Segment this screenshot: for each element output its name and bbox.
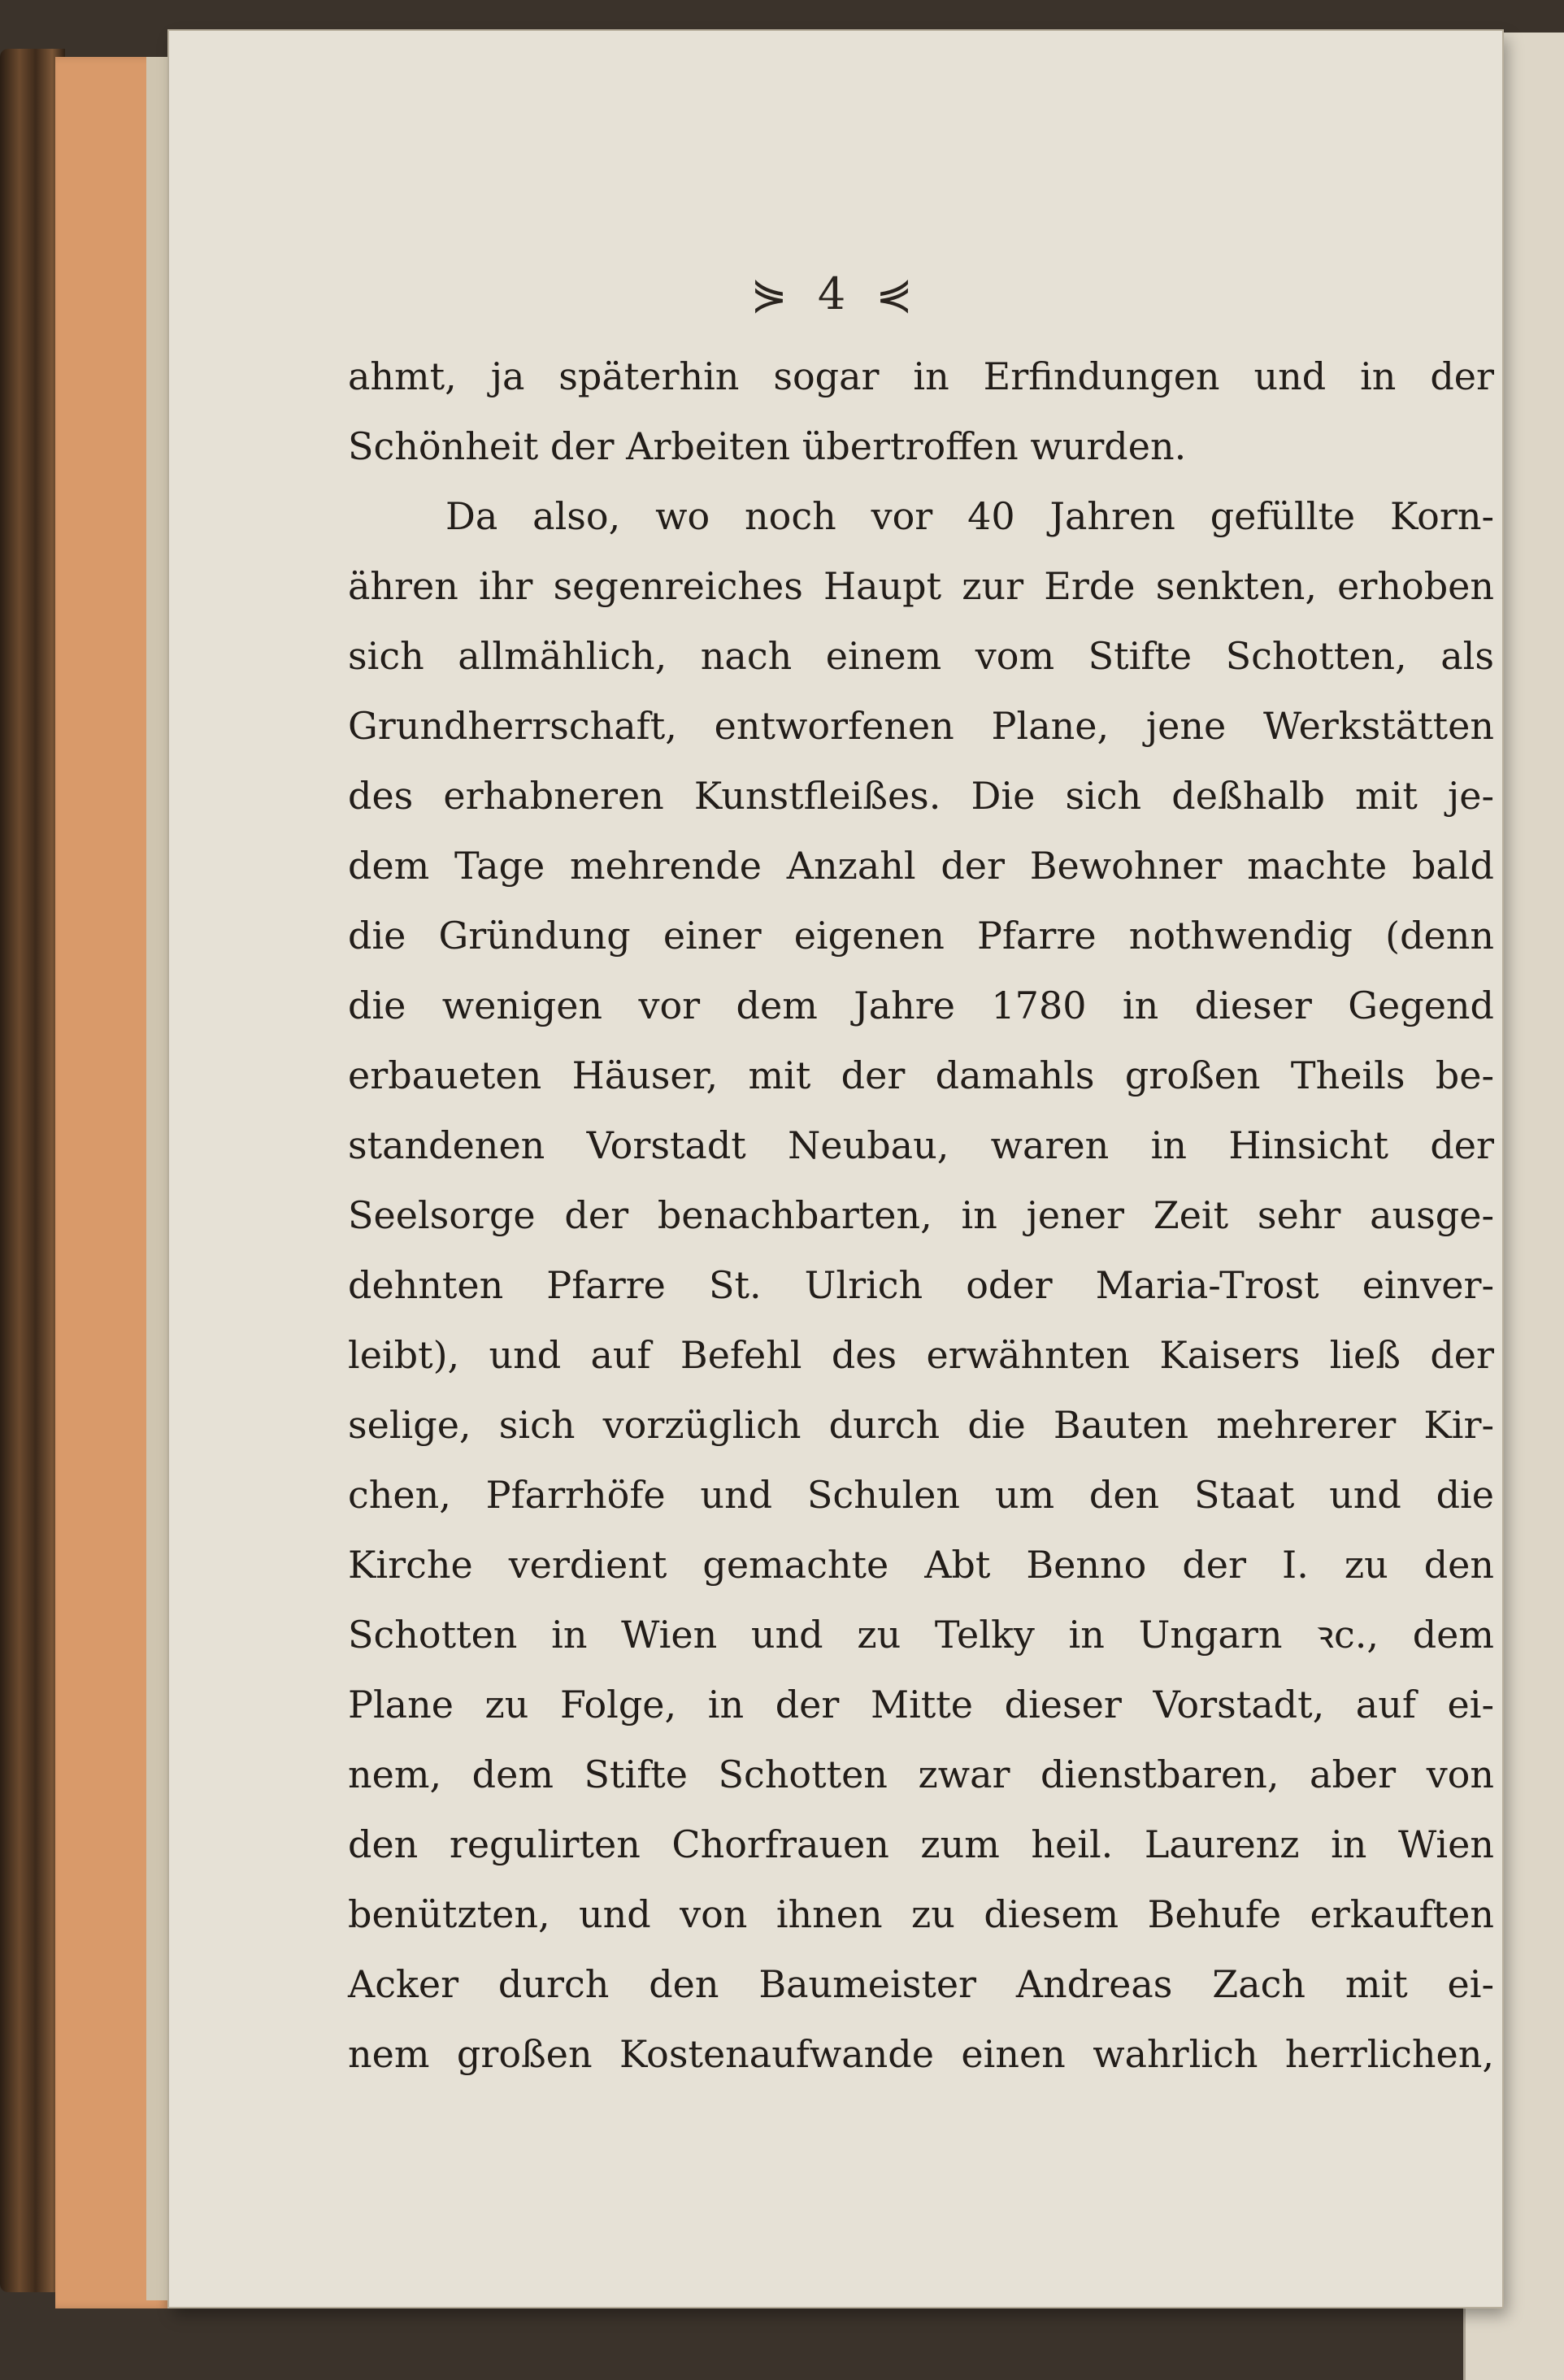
text-line: die wenigen vor dem Jahre 1780 in dieser Gegend bbox=[348, 984, 1494, 1027]
text-line: sich allmählich, nach einem vom Stifte Schotten, als bbox=[348, 634, 1494, 678]
text-line: leibt), und auf Befehl des erwähnten Kaisers ließ der bbox=[348, 1333, 1494, 1377]
page-text bbox=[348, 341, 1494, 2089]
text-line: ähren ihr segenreiches Haupt zur Erde senkten, erhoben bbox=[348, 564, 1494, 608]
text-line: benützten, und von ihnen zu diesem Behufe erkauften bbox=[348, 1892, 1494, 1936]
text-line: die Gründung einer eigenen Pfarre nothwendig (denn bbox=[348, 914, 1494, 958]
text-line: Kirche verdient gemachte Abt Benno der I. zu den bbox=[348, 1543, 1494, 1587]
text-line: chen, Pfarrhöfe und Schulen um den Staat und die bbox=[348, 1473, 1494, 1517]
text-line: den regulirten Chorfrauen zum heil. Laurenz in Wien bbox=[348, 1822, 1494, 1866]
text-line: des erhabneren Kunstfleißes. Die sich deßhalb mit je- bbox=[348, 774, 1494, 818]
text-line: dehnten Pfarre St. Ulrich oder Maria-Trost einver- bbox=[348, 1263, 1494, 1307]
text-line: Acker durch den Baumeister Andreas Zach mit ei- bbox=[348, 1962, 1494, 2006]
text-line: Plane zu Folge, in der Mitte dieser Vorstadt, auf ei- bbox=[348, 1683, 1494, 1726]
text-line: Seelsorge der benachbarten, in jener Zeit sehr ausge- bbox=[348, 1193, 1494, 1237]
text-line: nem großen Kostenaufwande einen wahrlich herrlichen, bbox=[348, 2032, 1494, 2076]
text-line: nem, dem Stifte Schotten zwar dienstbaren, aber von bbox=[348, 1752, 1494, 1796]
text-line: standenen Vorstadt Neubau, waren in Hinsicht der bbox=[348, 1123, 1494, 1167]
text-line: Da also, wo noch vor 40 Jahren gefüllte Korn- bbox=[445, 494, 1494, 538]
text-line: dem Tage mehrende Anzahl der Bewohner machte bald bbox=[348, 844, 1494, 888]
book-page bbox=[169, 31, 1502, 2307]
text-line: erbaueten Häuser, mit der damahls großen Theils be- bbox=[348, 1053, 1494, 1097]
text-line: Schönheit der Arbeiten übertroffen wurden. bbox=[348, 424, 1187, 468]
text-line: Schotten in Wien und zu Telky in Ungarn ꝛc., dem bbox=[348, 1613, 1494, 1657]
page-number: ⋟ 4 ⋞ bbox=[750, 268, 921, 319]
text-line: selige, sich vorzüglich durch die Bauten mehrerer Kir- bbox=[348, 1403, 1494, 1447]
text-line: Grundherrschaft, entworfenen Plane, jene Werkstätten bbox=[348, 704, 1494, 748]
text-line: ahmt, ja späterhin sogar in Erfindungen und in der bbox=[348, 354, 1494, 398]
